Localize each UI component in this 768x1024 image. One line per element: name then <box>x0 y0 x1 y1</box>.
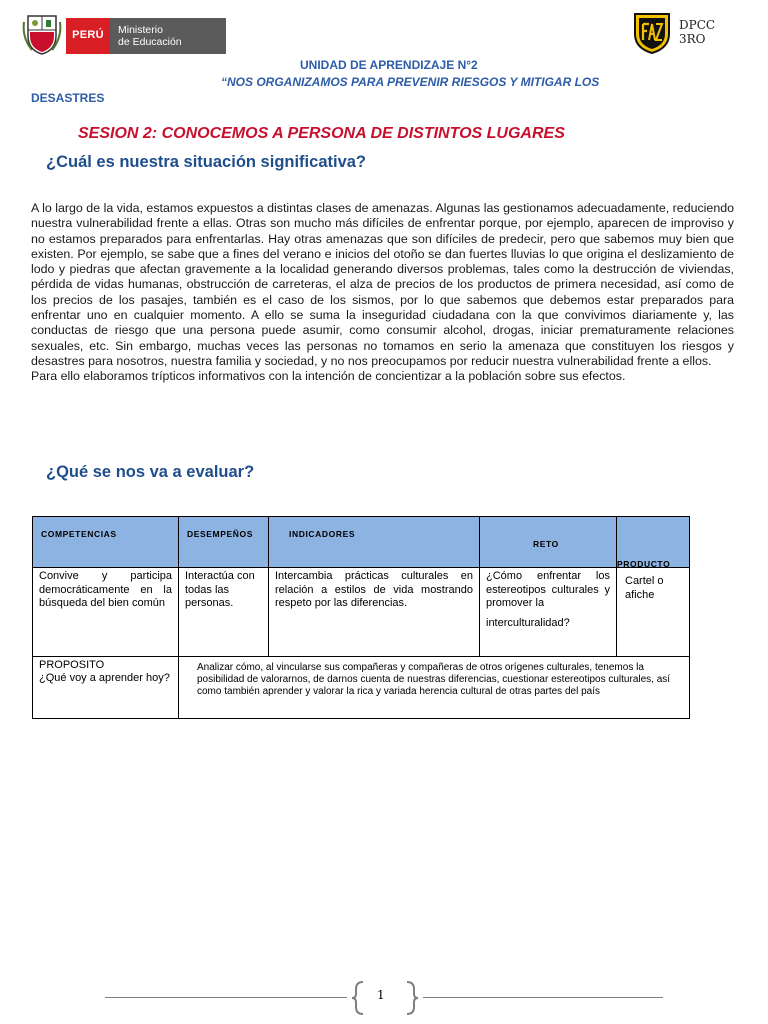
producto-cell <box>617 568 690 657</box>
reto-question: ¿Cómo enfrentar los estereotipos culturales y promover la <box>486 570 610 609</box>
header-desempenos: DESEMPEÑOS <box>187 529 253 539</box>
competencia-cell: Convive y participa democráticamente en la búsqueda del bien común <box>33 568 179 657</box>
proposito-question: ¿Qué voy a aprender hoy? <box>39 672 170 684</box>
indicador-cell: Intercambia prácticas culturales en relación a estilos de vida mostrando respeto por las diferencias. <box>269 568 480 657</box>
proposito-text-cell <box>179 657 690 719</box>
footer-line-left <box>105 997 347 998</box>
header-cell-indicadores <box>269 517 480 568</box>
header-indicadores: INDICADORES <box>289 529 356 539</box>
table-header-row <box>33 517 690 568</box>
ministerio-educacion-logo <box>66 18 226 54</box>
peru-coat-of-arms-icon <box>22 12 62 56</box>
school-code-line1: DPCC <box>679 18 716 32</box>
situation-paragraph-2: Para ello elaboramos trípticos informativos con la intención de concientizar a la población sobre sus efectos. <box>31 369 626 384</box>
situation-heading: ¿Cuál es nuestra situación significativa? <box>46 153 367 171</box>
right-brace-icon <box>405 980 419 1016</box>
left-brace-icon <box>351 980 365 1016</box>
evaluation-table <box>32 516 690 719</box>
unit-title: UNIDAD DE APRENDIZAJE N°2 <box>300 58 478 72</box>
proposito-row <box>33 657 690 719</box>
unit-subtitle-line2: DESASTRES <box>31 91 105 105</box>
reto-question-end: interculturalidad? <box>486 616 570 629</box>
faz-shield-logo-icon <box>632 12 672 54</box>
logo-country: PERÚ <box>72 29 104 41</box>
proposito-text: Analizar cómo, al vincularse sus compañeras y compañeras de otros orígenes culturales, tenemos la posibilidad de valorarnos, de darnos cuenta de nuestras diferencias, cuestionar estereotipos culturales, así como también aprender y valorar la rica y variada herencia cultural de otras partes del país <box>197 662 671 697</box>
desempeno-cell: Interactúa con todas las personas. <box>179 568 269 657</box>
producto-value: Cartel o afiche <box>625 575 664 601</box>
school-code <box>679 18 715 46</box>
proposito-label: PROPOSITO <box>39 659 105 671</box>
session-title: SESION 2: CONOCEMOS A PERSONA DE DISTINTOS LUGARES <box>78 125 565 142</box>
header-producto: PRODUCTO <box>617 559 671 569</box>
situation-text <box>31 201 734 385</box>
header-reto: RETO <box>533 539 559 549</box>
header-competencias: COMPETENCIAS <box>41 529 117 539</box>
school-code-line2: 3RO <box>679 32 706 46</box>
logo-ministry-line1: Ministerio <box>118 24 163 36</box>
evaluation-heading: ¿Qué se nos va a evaluar? <box>46 463 255 481</box>
logo-ministry-line2: de Educación <box>118 36 182 48</box>
situation-paragraph-1: A lo largo de la vida, estamos expuestos a distintas clases de amenazas. Algunas las gestionamos adecuadamente, reduciendo nuestra vulnerabilidad frente a ellas. Otras son mucho más difíciles de enfrentar porque, por ejemplo, aparecen de improviso y no estamos preparados para enfrentarlas. Hay otras amenazas que son difíciles de predecir, pero que sabemos muy bien que existen. Por ejemplo, se sabe que a fines del verano e inicios del otoño se dan fuertes lluvias lo que origina el deslizamiento de lodo y piedras que afectan gravemente a la localidad generando diversos problemas, tales como la destrucción de viviendas, pérdida de vidas humanas, obstrucción de carreteras, el alza de precios de los productos de primera necesidad, así como de los precios de los pasajes, también es el caso de los sismos, por lo que sabemos que debemos estar preparados para enfrentar uno en cualquier momento. A ello se suma la inseguridad ciudadana con la que convivimos diariamente y, las conductas de riesgo que una persona puede asumir, como consumir alcohol, drogas, iniciar prematuramente relaciones sexuales, etc. Sin embargo, muchas veces las personas no tomamos en serio la amenaza que constituyen los riesgos y desastres para nosotros, nuestra familia y sociedad, y no nos preocupamos por reducir nuestra vulnerabilidad frente a ellos. <box>31 201 734 368</box>
header-cell-competencias <box>33 517 179 568</box>
reto-cell <box>480 568 617 657</box>
header-cell-desempenos <box>179 517 269 568</box>
header-cell-reto <box>480 517 617 568</box>
page-number: 1 <box>377 988 385 1002</box>
page-footer <box>105 980 663 1016</box>
table-row <box>33 568 690 657</box>
header-cell-producto <box>617 517 690 568</box>
proposito-label-cell <box>33 657 179 719</box>
footer-line-right <box>423 997 663 998</box>
unit-subtitle-line1: “NOS ORGANIZAMOS PARA PREVENIR RIESGOS Y MITIGAR LOS <box>221 75 600 89</box>
